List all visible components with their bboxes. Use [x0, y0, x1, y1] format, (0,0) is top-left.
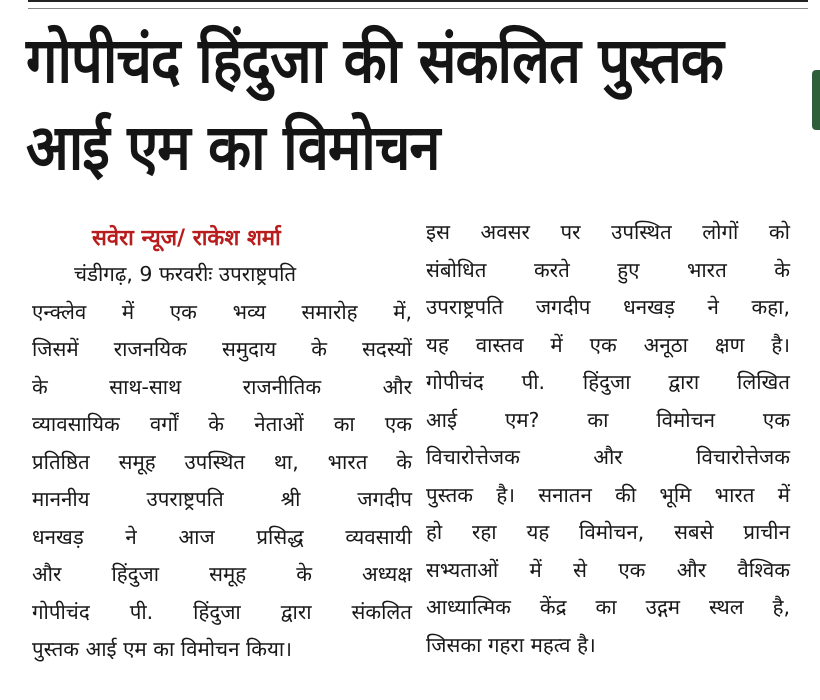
body-line: माननीय उपराष्ट्रपति श्री जगदीप: [32, 487, 412, 511]
body-line: चंडीगढ़, 9 फरवरीः उपराष्ट्रपति: [74, 262, 297, 286]
body-line: यह वास्तव में एक अनूठा क्षण है।: [426, 332, 790, 357]
body-line: गोपीचंद पी. हिंदुजा द्वारा लिखित: [426, 370, 790, 394]
body-line: व्यावसायिक वर्गों के नेताओं का एक: [32, 412, 412, 436]
byline: सवेरा न्यूज/ राकेश शर्मा: [92, 226, 281, 251]
adjacent-page-edge: [812, 70, 820, 130]
article-right-column: [426, 214, 790, 664]
body-line: उपराष्ट्रपति जगदीप धनखड़ ने कहा,: [426, 295, 790, 319]
body-line: जिसका गहरा महत्व है।: [426, 632, 596, 657]
body-line: धनखड़ ने आज प्रसिद्ध व्यवसायी: [32, 524, 412, 549]
body-line: प्रतिष्ठित समूह उपस्थित था, भारत के: [32, 449, 412, 474]
body-line: सभ्यताओं में से एक और वैश्विक: [426, 557, 790, 582]
body-line: इस अवसर पर उपस्थित लोगों को: [426, 220, 790, 244]
body-line: एन्क्लेव में एक भव्य समारोह में,: [32, 299, 412, 324]
top-rule: [28, 0, 808, 9]
body-line: जिसमें राजनयिक समुदाय के सदस्यों: [32, 337, 412, 361]
body-line: संबोधित करते हुए भारत के: [426, 257, 790, 282]
body-line: और हिंदुजा समूह के अध्यक्ष: [32, 562, 412, 586]
body-line: हो रहा यह विमोचन, सबसे प्राचीन: [426, 520, 790, 544]
body-line: विचारोत्तेजक और विचारोत्तेजक: [426, 445, 790, 469]
body-line: पुस्तक आई एम का विमोचन किया।: [32, 637, 292, 661]
body-line: पुस्तक है। सनातन की भूमि भारत में: [426, 482, 790, 507]
body-line: गोपीचंद पी. हिंदुजा द्वारा संकलित: [32, 599, 412, 624]
headline-line-2: आई एम का विमोचन: [26, 112, 440, 185]
article-left-column: [32, 256, 412, 669]
headline: [26, 18, 806, 193]
body-line: के साथ-साथ राजनीतिक और: [32, 374, 412, 399]
body-line: आध्यात्मिक केंद्र का उद्गम स्थल है,: [426, 595, 790, 619]
headline-line-1: गोपीचंद हिंदुजा की संकलित पुस्तक: [26, 24, 723, 98]
body-line: आई एम? का विमोचन एक: [426, 407, 790, 432]
